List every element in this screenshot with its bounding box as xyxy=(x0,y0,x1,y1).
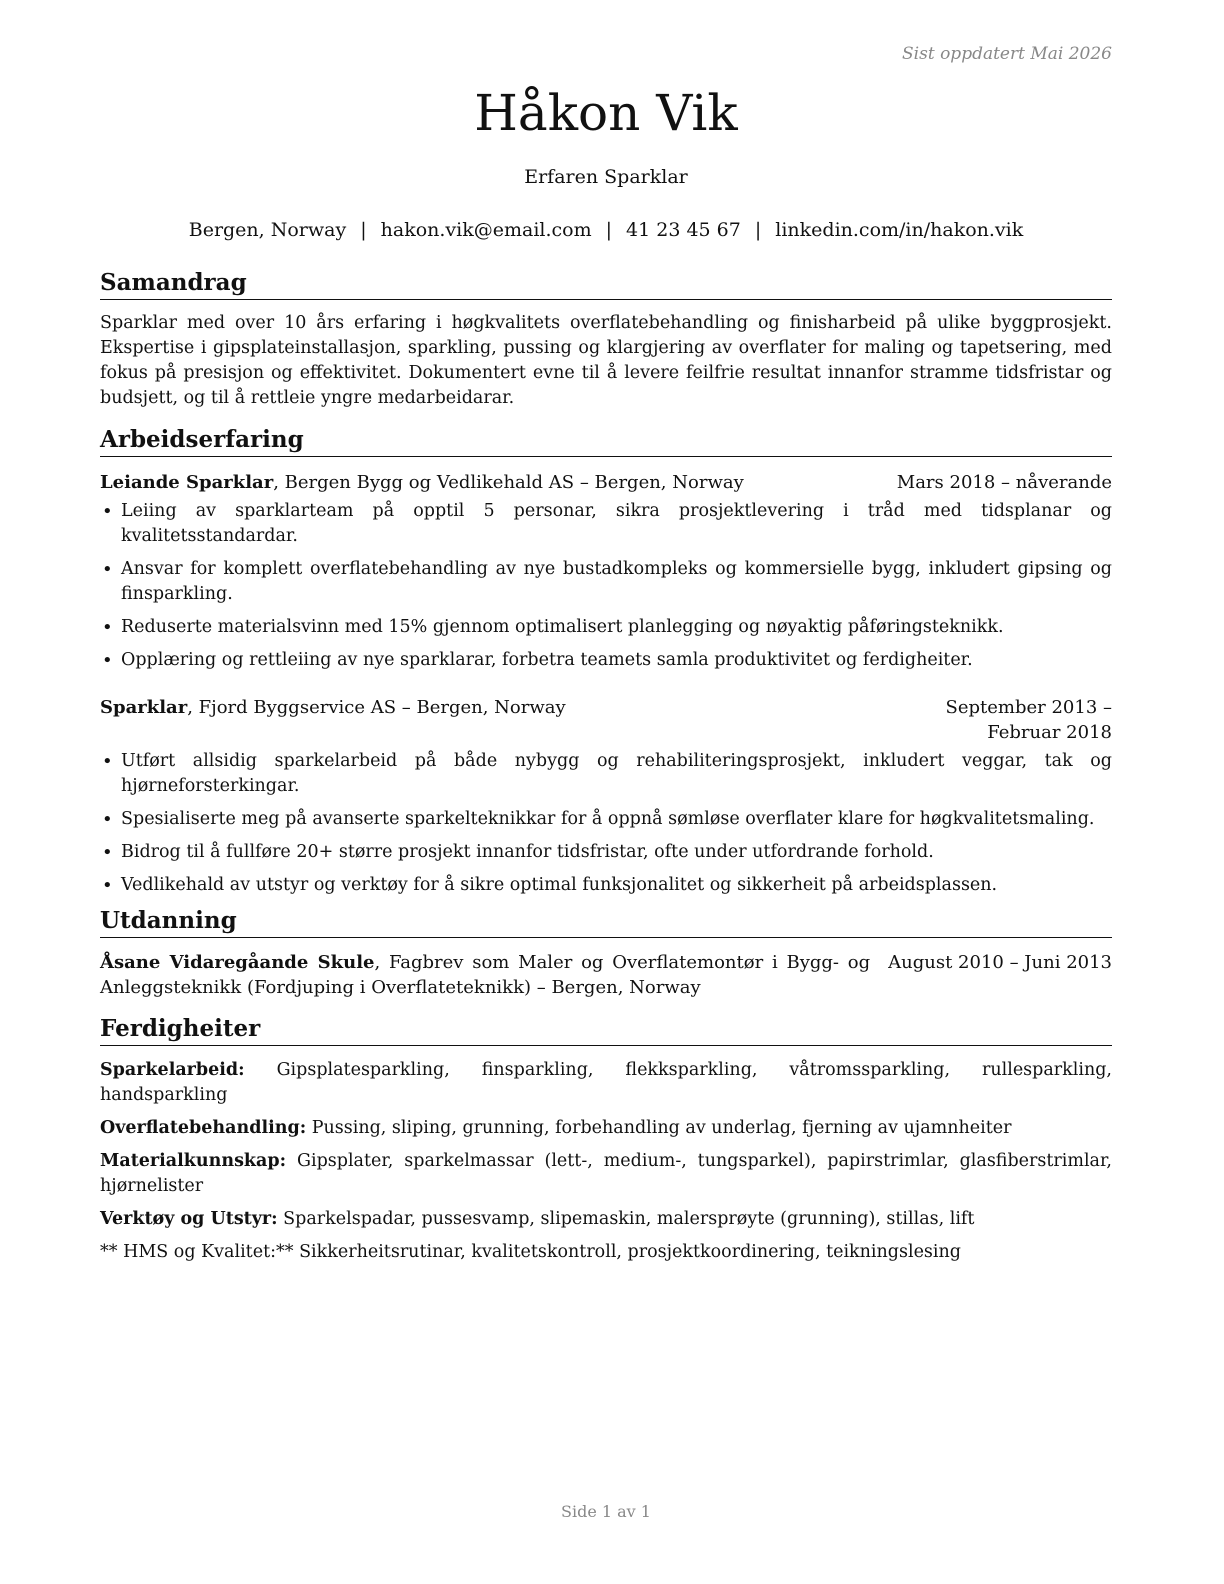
list-item: • Utført allsidig sparkelarbeid på både nybygg og rehabiliteringsprosjekt, inkludert veggar, tak og hjørneforsterkingar. xyxy=(100,749,1112,799)
list-item: • Opplæring og rettleiing av nye sparklarar, forbetra teamets samla produktivitet og ferdigheiter. xyxy=(100,648,1112,673)
list-item: • Reduserte materialsvinn med 15% gjennom optimalisert planlegging og nøyaktig påføringsteknikk. xyxy=(100,615,1112,640)
skill-row xyxy=(100,1058,1112,1108)
contact-location: Bergen, Norway xyxy=(188,219,347,241)
job-employer: , Fjord Byggservice AS – Bergen, Norway xyxy=(187,697,566,718)
list-item: • Ansvar for komplett overflatebehandling av nye bustadkompleks og kommersielle bygg, inkludert gipsing og finsparkling. xyxy=(100,557,1112,607)
section-title-experience: Arbeidserfaring xyxy=(100,425,1112,457)
contact-separator: | xyxy=(754,219,762,241)
list-item: • Spesialiserte meg på avanserte sparkelteknikkar for å oppnå sømløse overflater klare for høgkvalitetsmaling. xyxy=(100,807,1112,832)
job-bullets xyxy=(100,499,1112,673)
list-item: • Bidrog til å fullføre 20+ større prosjekt innanfor tidsfristar, ofte under utfordrande forhold. xyxy=(100,840,1112,865)
job-role: Sparklar xyxy=(100,697,188,718)
education-school: Åsane Vidaregåande Skule xyxy=(100,952,375,973)
person-name: Håkon Vik xyxy=(474,84,738,142)
experience-section xyxy=(100,425,1112,898)
resume-content xyxy=(100,268,1112,1273)
skill-text: Gipsplater, sparkelmassar (lett-, medium-, tungsparkel), papirstrimlar, glasfiberstrimlar, hjørnelister xyxy=(100,1151,1112,1196)
section-title-skills: Ferdigheiter xyxy=(100,1014,1112,1046)
skill-row-plain: ** HMS og Kvalitet:** Sikkerheitsrutinar, kvalitetskontroll, prosjektkoordinering, teikningslesing xyxy=(100,1242,961,1262)
job-role: Leiande Sparklar xyxy=(100,472,274,493)
job-employer: , Bergen Bygg og Vedlikehald AS – Bergen, Norway xyxy=(273,472,744,493)
contact-linkedin[interactable]: linkedin.com/in/hakon.vik xyxy=(775,219,1024,241)
job-dates: Mars 2018 – nåverande xyxy=(896,472,1112,493)
education-details: , Fagbrev som Maler og Overflatemontør i Bygg- og Anleggsteknikk (Fordjuping i Overflateteknikk) – Bergen, Norway xyxy=(100,952,871,998)
list-item: • Leiing av sparklarteam på opptil 5 personar, sikra prosjektlevering i tråd med tidsplanar og kvalitetsstandardar. xyxy=(100,499,1112,549)
page-number: Side 1 av 1 xyxy=(561,1502,651,1521)
skill-row xyxy=(100,1207,1112,1232)
job-header xyxy=(100,470,1112,495)
skills-list xyxy=(100,1058,1112,1265)
skill-row xyxy=(100,1149,1112,1199)
skill-label: Overflatebehandling: xyxy=(100,1118,307,1138)
summary-text: Sparklar med over 10 års erfaring i høgkvalitets overflatebehandling og finisharbeid på ulike byggprosjekt. Ekspertise i gipsplateinstallasjon, sparkling, pussing og klargjering av overflater for maling og tapetsering, med fokus på presisjon og effektivitet. Dokumentert evne til å levere feilfrie resultat innanfor stramme tidsfristar og budsjett, og til å rettleie yngre medarbeidarar. xyxy=(100,313,1112,408)
contact-separator: | xyxy=(605,219,613,241)
section-title-summary: Samandrag xyxy=(100,268,1112,300)
resume-page xyxy=(100,0,1112,1584)
skill-label: Verktøy og Utstyr: xyxy=(100,1209,278,1229)
education-section xyxy=(100,906,1112,1000)
skill-text: Sparkelspadar, pussesvamp, slipemaskin, malersprøyte (grunning), stillas, lift xyxy=(277,1209,975,1229)
skill-text: Pussing, sliping, grunning, forbehandling av underlag, fjerning av ujamnheiter xyxy=(306,1118,1012,1138)
contact-separator: | xyxy=(360,219,367,241)
job-bullets xyxy=(100,749,1112,898)
job-entry xyxy=(100,695,1112,898)
education-entry xyxy=(100,950,1112,1000)
skill-row xyxy=(100,1116,1112,1141)
headline: Erfaren Sparklar xyxy=(524,166,688,188)
skill-label: Sparkelarbeid: xyxy=(100,1060,245,1080)
job-entry xyxy=(100,470,1112,673)
skill-label: Materialkunnskap: xyxy=(100,1151,287,1171)
job-header xyxy=(100,695,1112,745)
summary-section xyxy=(100,268,1112,411)
list-item: • Vedlikehald av utstyr og verktøy for å sikre optimal funksjonalitet og sikkerheit på arbeidsplassen. xyxy=(100,873,1112,898)
contact-line xyxy=(100,219,1112,241)
education-dates: August 2010 – Juni 2013 xyxy=(888,952,1112,973)
contact-email[interactable]: hakon.vik@email.com xyxy=(380,219,592,241)
skills-section xyxy=(100,1014,1112,1265)
contact-phone: 41 23 45 67 xyxy=(626,219,741,241)
last-updated: Sist oppdatert Mai 2026 xyxy=(902,44,1112,64)
job-dates: September 2013 – Februar 2018 xyxy=(945,697,1112,743)
skill-text: Gipsplatesparkling, finsparkling, flekksparkling, våtromssparkling, rullesparkling, handsparkling xyxy=(100,1060,1112,1105)
section-title-education: Utdanning xyxy=(100,906,1112,938)
